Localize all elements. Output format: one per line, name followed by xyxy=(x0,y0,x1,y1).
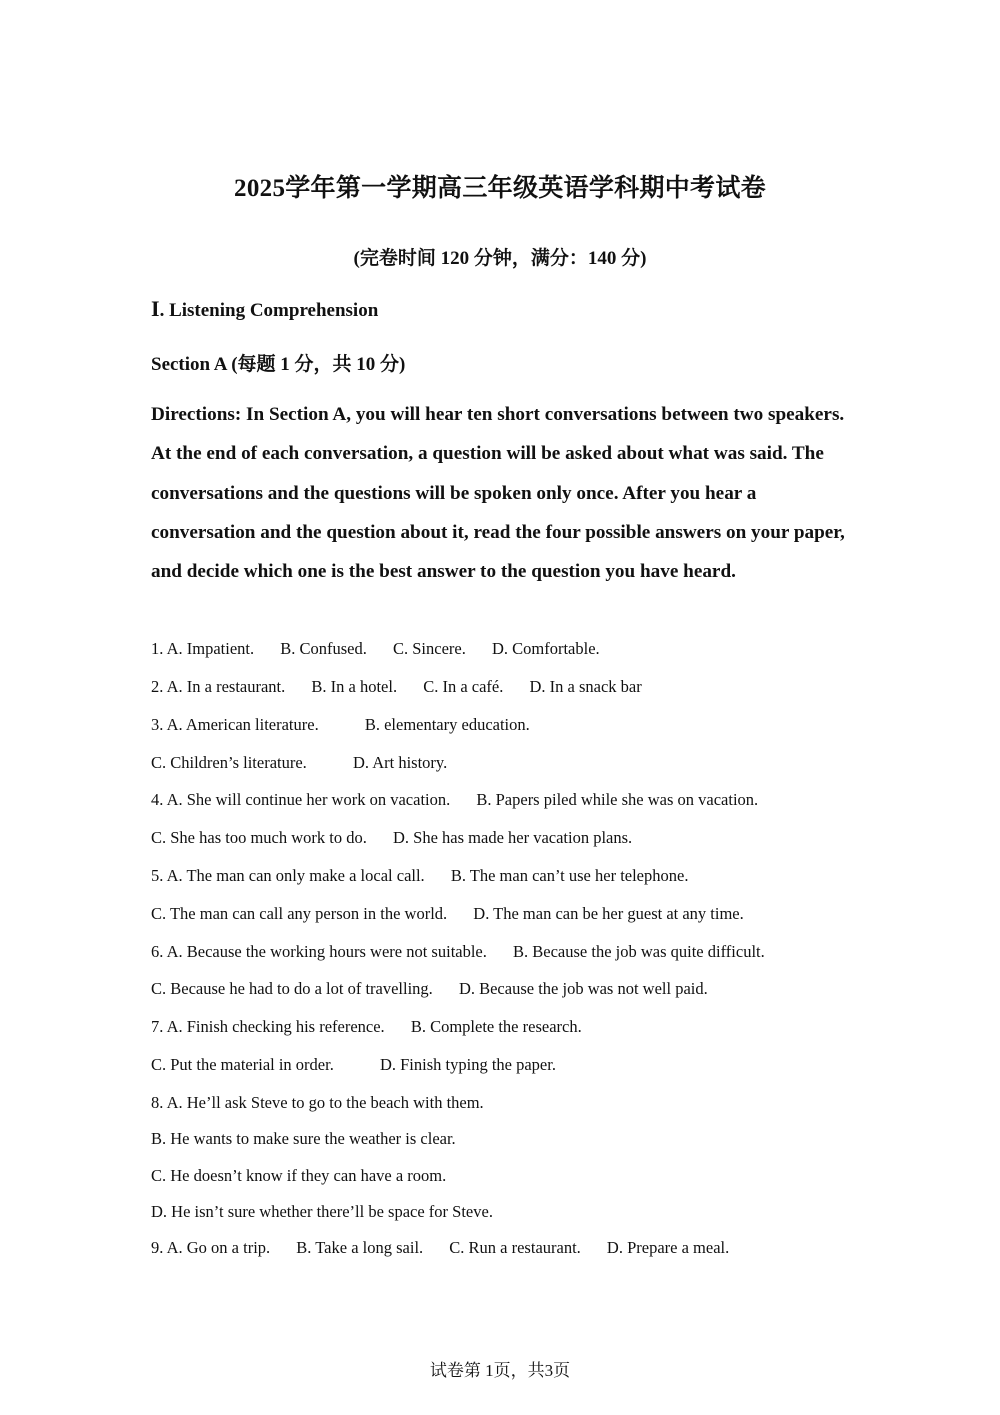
question-3-line-1 xyxy=(151,715,530,735)
q1-option-a: 1. A. Impatient. xyxy=(151,639,255,658)
question-4-line-1 xyxy=(151,790,758,810)
q5-option-a: 5. A. The man can only make a local call. xyxy=(151,866,425,885)
question-5-line-2 xyxy=(151,904,744,924)
q1-option-d: D. Comfortable. xyxy=(491,639,600,658)
q4-option-b: B. Papers piled while she was on vacation. xyxy=(476,790,759,809)
q3-option-a: 3. A. American literature. xyxy=(151,715,319,734)
directions-paragraph: Directions: In Section A, you will hear ten short conversations between two speakers. At the end of each conversation, a question will be asked about what was said. The conversations and the questions will be spoken only once. After you hear a conversation and the question about it, read the four possible answers on your paper, and decide which one is the best answer to the question you have heard. xyxy=(151,404,845,583)
q6-option-d: D. Because the job was not well paid. xyxy=(458,979,708,998)
q6-option-c: C. Because he had to do a lot of travelling. xyxy=(151,979,433,998)
q9-option-c: C. Run a restaurant. xyxy=(449,1238,581,1257)
q8-option-b: B. He wants to make sure the weather is clear. xyxy=(151,1129,456,1148)
q5-option-d: D. The man can be her guest at any time. xyxy=(473,904,744,923)
question-5-line-1 xyxy=(151,866,688,886)
section-a-heading: Section A (每题 1 分，共 10 分) xyxy=(151,354,406,375)
q2-option-c: C. In a café. xyxy=(423,677,504,696)
part-title: . Listening Comprehension xyxy=(159,300,379,321)
question-4-line-2 xyxy=(151,828,632,848)
q7-option-b: B. Complete the research. xyxy=(410,1017,582,1036)
q2-option-a: 2. A. In a restaurant. xyxy=(151,677,286,696)
part-numeral: I xyxy=(151,296,160,321)
exam-subtitle: (完卷时间 120 分钟，满分：140 分) xyxy=(353,248,647,269)
part-heading xyxy=(151,296,378,322)
question-7-line-1 xyxy=(151,1017,582,1037)
q2-option-d: D. In a snack bar xyxy=(529,677,642,696)
q7-option-c: C. Put the material in order. xyxy=(151,1055,334,1074)
q4-option-d: D. She has made her vacation plans. xyxy=(393,828,633,847)
q9-option-a: 9. A. Go on a trip. xyxy=(151,1238,271,1257)
q1-option-c: C. Sincere. xyxy=(392,639,466,658)
q8-option-d: D. He isn’t sure whether there’ll be space for Steve. xyxy=(151,1202,493,1221)
page-footer: 试卷第 1页，共3页 xyxy=(429,1361,571,1380)
q4-option-c: C. She has too much work to do. xyxy=(151,828,367,847)
q6-option-b: B. Because the job was quite difficult. xyxy=(513,942,765,961)
q3-option-b: B. elementary education. xyxy=(364,715,530,734)
q8-option-a: 8. A. He’ll ask Steve to go to the beach with them. xyxy=(151,1093,484,1112)
q5-option-b: B. The man can’t use her telephone. xyxy=(450,866,689,885)
q8-option-c: C. He doesn’t know if they can have a room. xyxy=(151,1166,447,1185)
q7-option-a: 7. A. Finish checking his reference. xyxy=(151,1017,385,1036)
question-2 xyxy=(151,677,642,697)
q3-option-d: D. Art history. xyxy=(352,753,448,772)
q7-option-d: D. Finish typing the paper. xyxy=(379,1055,556,1074)
question-7-line-2 xyxy=(151,1055,556,1075)
q9-option-d: D. Prepare a meal. xyxy=(606,1238,730,1257)
q6-option-a: 6. A. Because the working hours were not suitable. xyxy=(151,942,487,961)
q2-option-b: B. In a hotel. xyxy=(311,677,398,696)
q9-option-b: B. Take a long sail. xyxy=(296,1238,424,1257)
question-3-line-2 xyxy=(151,753,447,773)
q3-option-c: C. Children’s literature. xyxy=(151,753,307,772)
q4-option-a: 4. A. She will continue her work on vacation. xyxy=(151,790,451,809)
exam-title: 2025学年第一学期高三年级英语学科期中考试卷 xyxy=(234,175,766,202)
q1-option-b: B. Confused. xyxy=(280,639,367,658)
q5-option-c: C. The man can call any person in the world. xyxy=(151,904,448,923)
question-6-line-1 xyxy=(151,942,765,962)
question-6-line-2 xyxy=(151,979,708,999)
question-1 xyxy=(151,639,600,659)
question-9 xyxy=(151,1238,729,1258)
